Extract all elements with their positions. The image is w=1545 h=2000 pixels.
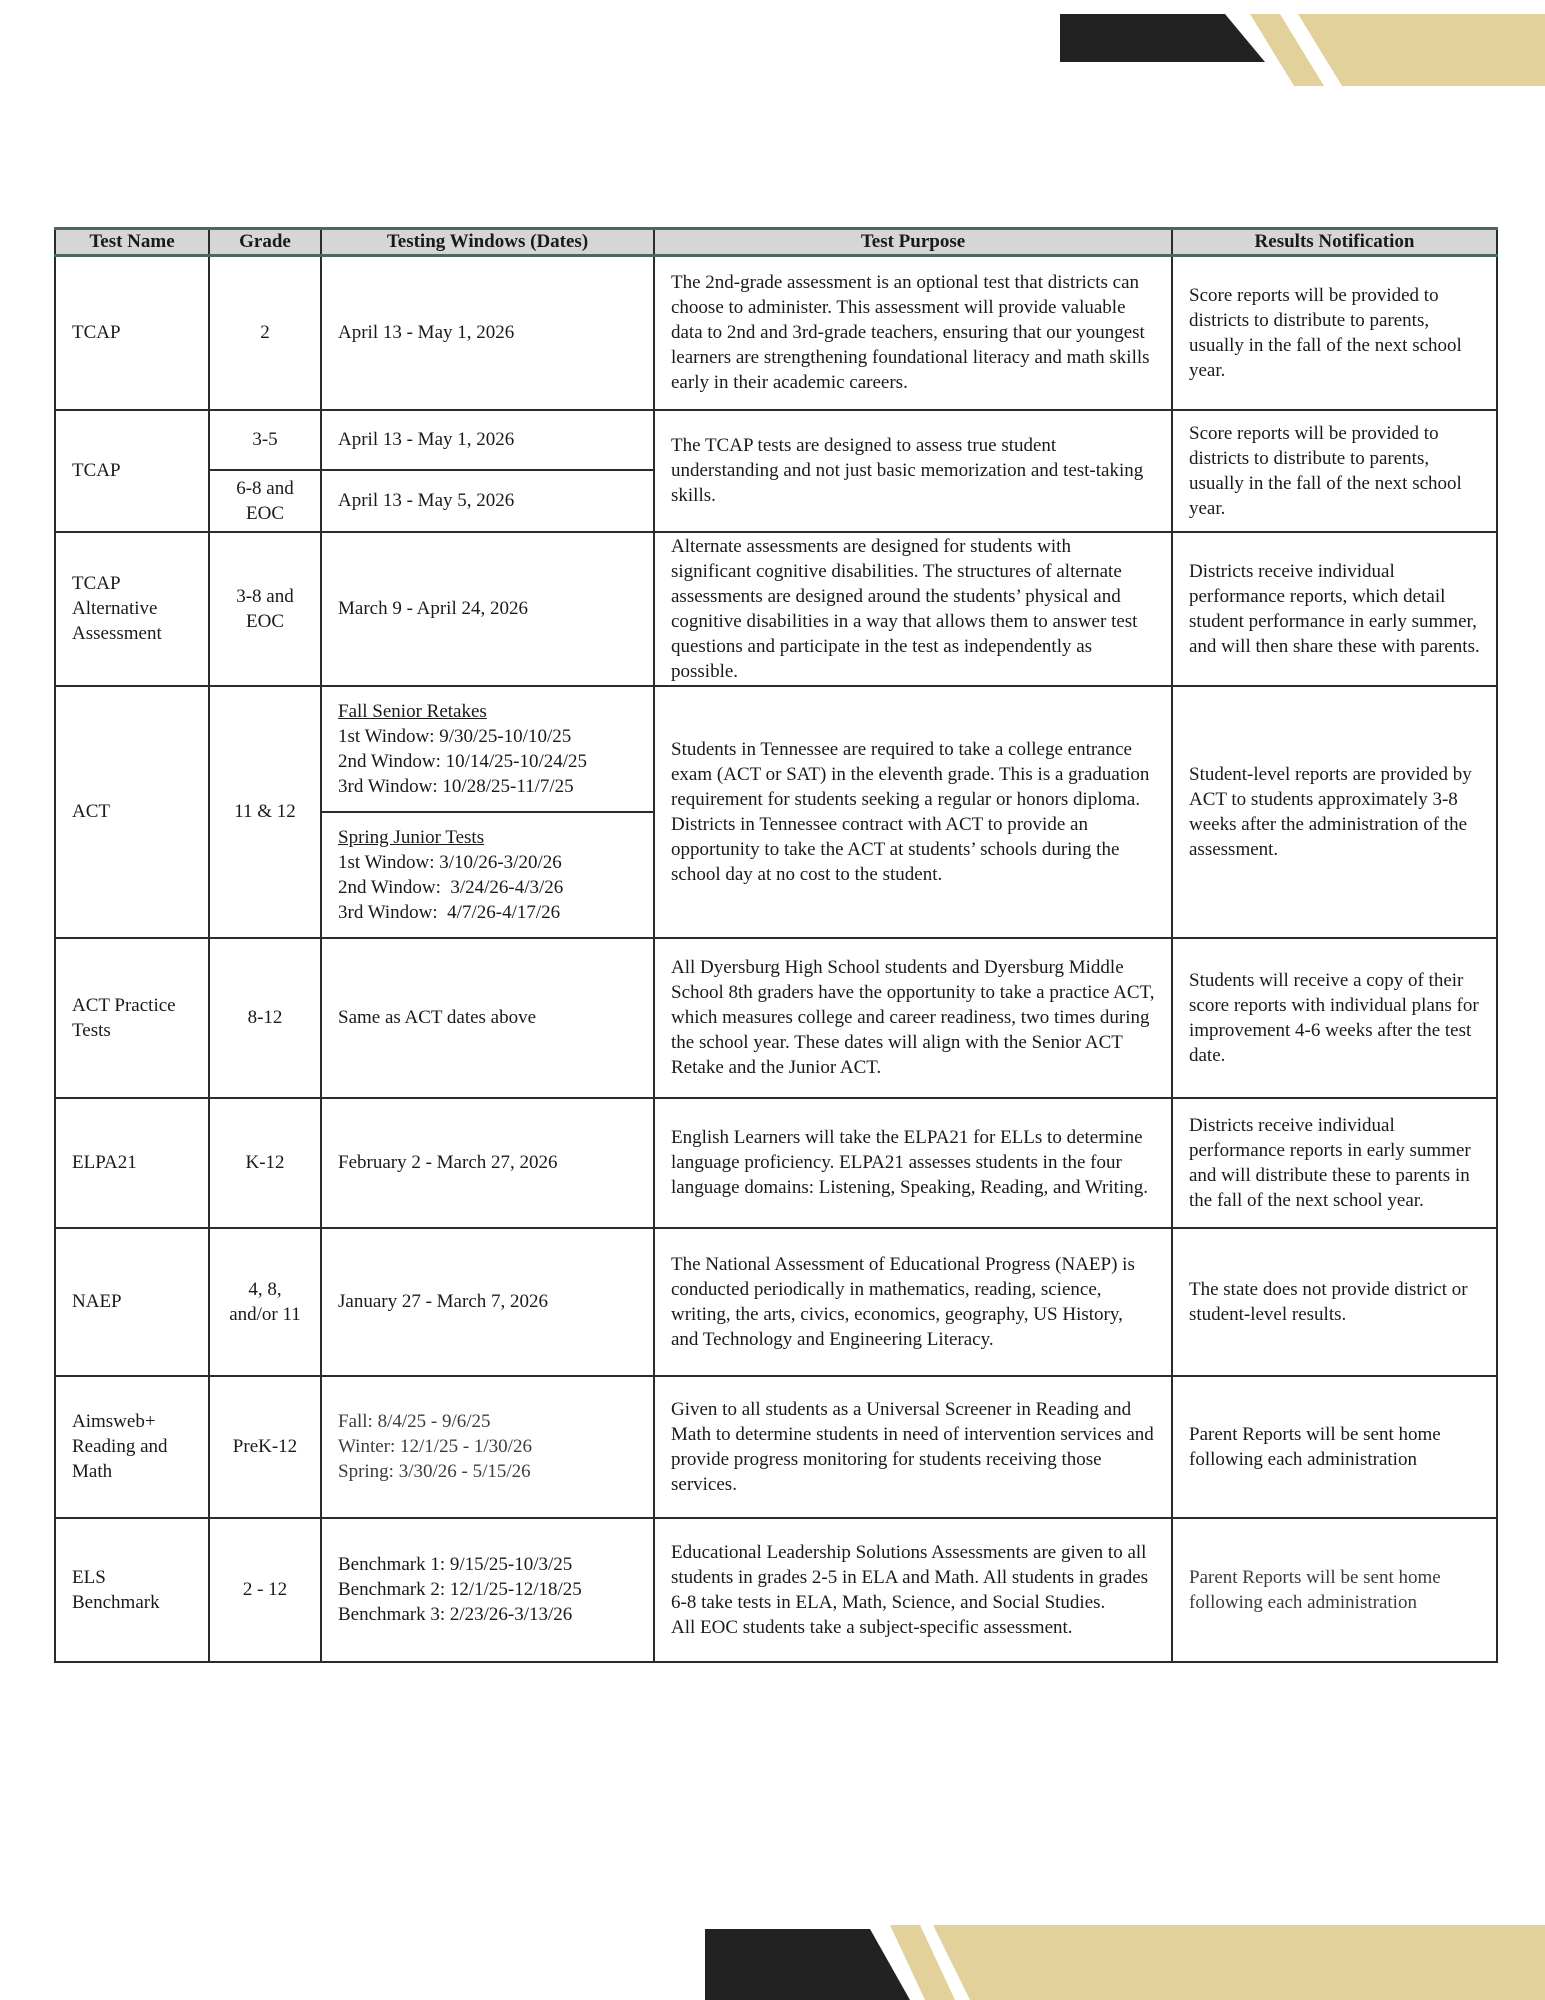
test-name-cell: ACT Practice Tests [55,938,209,1098]
grade-cell: 3-5 [209,410,321,470]
results-cell: Parent Reports will be sent home following each administration [1172,1376,1497,1518]
table-row [55,1098,1497,1228]
results-cell: Districts receive individual performance reports in early summer and will distribute these to parents in the fall of the next school year. [1172,1098,1497,1228]
window-cell: April 13 - May 1, 2026 [321,410,654,470]
window-cell: Same as ACT dates above [321,938,654,1098]
window-cell [321,1518,654,1662]
results-cell: The state does not provide district or student-level results. [1172,1228,1497,1376]
test-name-cell: ELS Benchmark [55,1518,209,1662]
table-row [55,1376,1497,1518]
grade-cell: 2 - 12 [209,1518,321,1662]
purpose-paragraph: All EOC students take a subject-specific assessment. [671,1616,1073,1638]
window-line: 2nd Window: 10/14/25-10/24/25 [338,750,588,772]
results-cell: Parent Reports will be sent home following each administration [1172,1518,1497,1662]
results-cell: Score reports will be provided to districts to distribute to parents, usually in the fall of the next school year. [1172,410,1497,532]
header-banner-graphic [1060,10,1545,90]
header-grade: Grade [209,229,321,256]
header-results-notification: Results Notification [1172,229,1497,256]
window-line: 3rd Window: 10/28/25-11/7/25 [338,775,574,797]
testing-schedule-table [54,227,1498,1663]
table-row [55,410,1497,470]
table-row [55,1228,1497,1376]
purpose-cell: Alternate assessments are designed for students with significant cognitive disabilities. The structures of alternate assessments are designed around the students’ physical and cognitive disabilities in a way that allows them to answer test questions and participate in the test as independently as possible. [654,532,1172,686]
header-test-name: Test Name [55,229,209,256]
header-test-purpose: Test Purpose [654,229,1172,256]
window-line: Benchmark 2: 12/1/25-12/18/25 [338,1579,582,1600]
window-line: 3rd Window: 4/7/26-4/17/26 [338,901,561,923]
table-row [55,686,1497,812]
test-name-cell: NAEP [55,1228,209,1376]
window-cell: April 13 - May 1, 2026 [321,256,654,410]
window-line: Spring: 3/30/26 - 5/15/26 [338,1461,531,1482]
window-group-heading: Spring Junior Tests [338,826,485,848]
window-cell: January 27 - March 7, 2026 [321,1228,654,1376]
window-group-spring [321,812,654,938]
test-name-cell: TCAP [55,256,209,410]
purpose-cell: All Dyersburg High School students and Dyersburg Middle School 8th graders have the opportunity to take a practice ACT, which measures college and career readiness, two times during the school year. These dates will align with the Senior ACT Retake and the Junior ACT. [654,938,1172,1098]
window-line: 1st Window: 9/30/25-10/10/25 [338,725,572,747]
results-cell: Students will receive a copy of their score reports with individual plans for improvement 4-6 weeks after the test date. [1172,938,1497,1098]
table-row [55,532,1497,686]
window-line: Fall: 8/4/25 - 9/6/25 [338,1411,491,1432]
grade-cell: K-12 [209,1098,321,1228]
grade-cell: 2 [209,256,321,410]
table-row [55,1518,1497,1662]
test-name-cell: ELPA21 [55,1098,209,1228]
table-row [55,256,1497,410]
footer-banner-graphic [705,1925,1545,2000]
purpose-paragraph: Educational Leadership Solutions Assessments are given to all students in grades 2-5 in ELA and Math. All students in grades 6-8 take tests in ELA, Math, Science, and Social Studies. [671,1541,1149,1613]
grade-cell: 3-8 and EOC [209,532,321,686]
purpose-cell: Students in Tennessee are required to take a college entrance exam (ACT or SAT) in the eleventh grade. This is a graduation requirement for students seeking a regular or honors diploma. Districts in Tennessee contract with ACT to provide an opportunity to take the ACT at students’ schools during the school day at no cost to the student. [654,686,1172,938]
grade-cell: 4, 8, and/or 11 [209,1228,321,1376]
test-name-cell: TCAP Alternative Assessment [55,532,209,686]
results-cell: Districts receive individual performance reports, which detail student performance in early summer, and will then share these with parents. [1172,532,1497,686]
results-cell: Score reports will be provided to districts to distribute to parents, usually in the fall of the next school year. [1172,256,1497,410]
results-cell: Student-level reports are provided by ACT to students approximately 3-8 weeks after the administration of the assessment. [1172,686,1497,938]
purpose-cell: English Learners will take the ELPA21 for ELLs to determine language proficiency. ELPA21 assesses students in the four language domains: Listening, Speaking, Reading, and Writing. [654,1098,1172,1228]
test-name-cell: TCAP [55,410,209,532]
purpose-cell: The 2nd-grade assessment is an optional test that districts can choose to administer. This assessment will provide valuable data to 2nd and 3rd-grade teachers, ensuring that our youngest learners are strengthening foundational literacy and math skills early in their academic careers. [654,256,1172,410]
header-testing-windows: Testing Windows (Dates) [321,229,654,256]
window-group-fall [321,686,654,812]
grade-cell: 11 & 12 [209,686,321,938]
table-header-row [55,229,1497,256]
purpose-cell: The TCAP tests are designed to assess true student understanding and not just basic memorization and test-taking skills. [654,410,1172,532]
window-cell [321,1376,654,1518]
window-line: 1st Window: 3/10/26-3/20/26 [338,851,562,873]
grade-cell: PreK-12 [209,1376,321,1518]
window-line: Winter: 12/1/25 - 1/30/26 [338,1436,532,1457]
window-line: Benchmark 3: 2/23/26-3/13/26 [338,1604,573,1625]
table-row [55,938,1497,1098]
window-cell: February 2 - March 27, 2026 [321,1098,654,1228]
purpose-cell [654,1518,1172,1662]
grade-cell: 8-12 [209,938,321,1098]
test-name-cell: ACT [55,686,209,938]
window-line: Benchmark 1: 9/15/25-10/3/25 [338,1554,573,1575]
window-group-heading: Fall Senior Retakes [338,700,487,722]
purpose-cell: The National Assessment of Educational Progress (NAEP) is conducted periodically in mathematics, reading, science, writing, the arts, civics, economics, geography, US History, and Technology and Engineering Literacy. [654,1228,1172,1376]
test-name-cell: Aimsweb+ Reading and Math [55,1376,209,1518]
window-cell: April 13 - May 5, 2026 [321,470,654,532]
grade-cell: 6-8 and EOC [209,470,321,532]
purpose-cell: Given to all students as a Universal Screener in Reading and Math to determine students in need of intervention services and provide progress monitoring for students receiving those services. [654,1376,1172,1518]
window-cell: March 9 - April 24, 2026 [321,532,654,686]
window-line: 2nd Window: 3/24/26-4/3/26 [338,876,564,898]
